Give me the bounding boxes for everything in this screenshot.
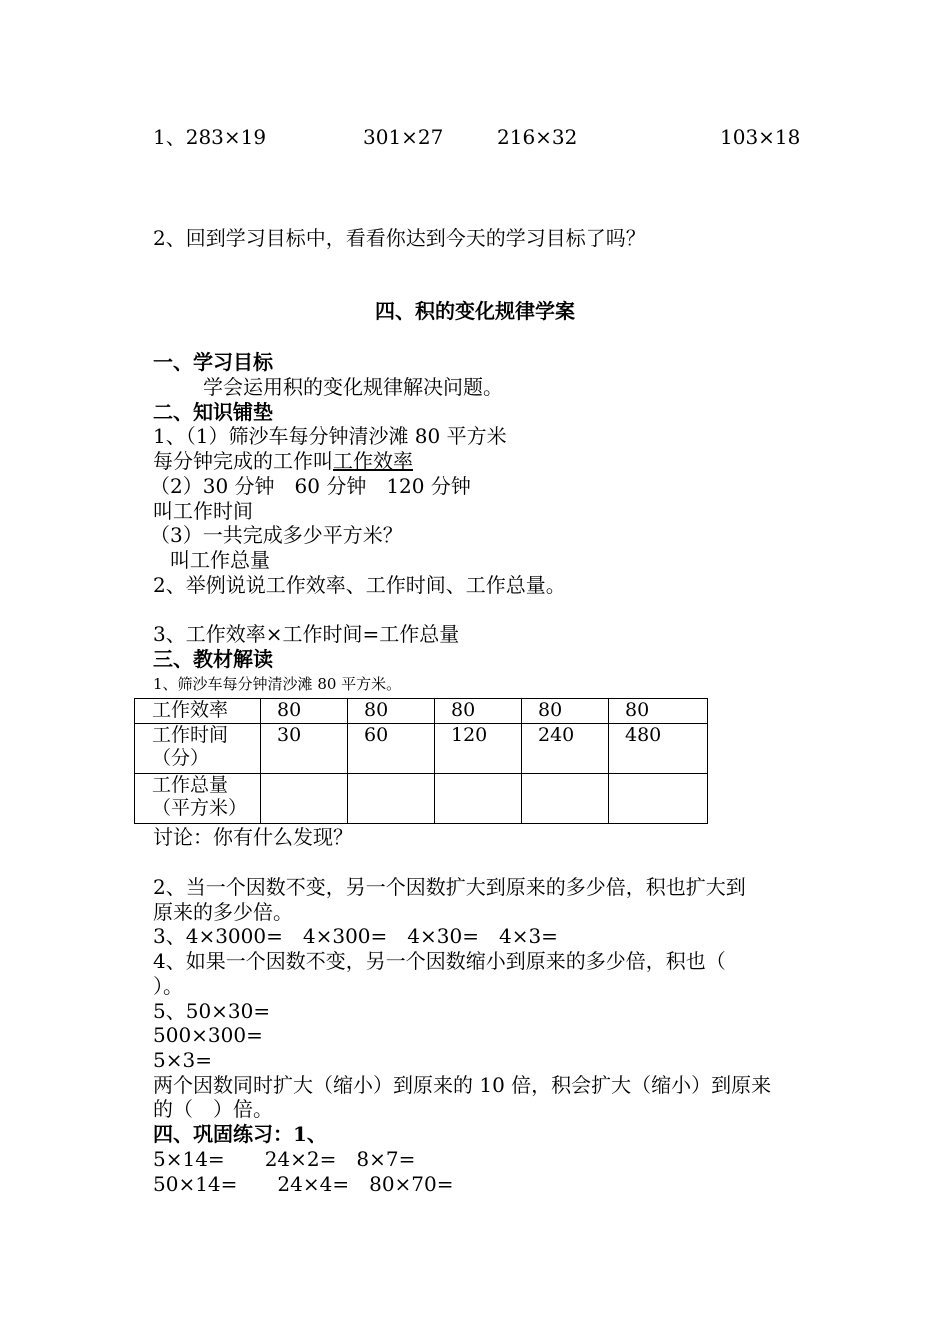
prep-line-1: 1、（1）筛沙车每分钟清沙滩 80 平方米 [153, 424, 507, 448]
page-title: 四、积的变化规律学案 [375, 299, 575, 323]
rule-6-line-2: 的（ ）倍。 [153, 1097, 273, 1121]
table-cell: 80 [522, 699, 609, 724]
row-header-line-2: （分） [152, 747, 210, 769]
section-heading-practice: 四、巩固练习：1、 [153, 1122, 327, 1146]
exercise-4: 103×18 [720, 125, 801, 149]
table-row [135, 724, 708, 774]
discussion-prompt: 讨论：你有什么发现？ [153, 825, 353, 849]
exercise-5-line-3: 5×3= [153, 1048, 212, 1072]
review-question: 2、回到学习目标中，看看你达到今天的学习目标了吗？ [153, 226, 646, 250]
table-cell: 240 [522, 724, 609, 774]
row-header-line-1: 工作总量 [152, 774, 229, 796]
table-cell: 80 [435, 699, 522, 724]
prep-line-7: 2、举例说说工作效率、工作时间、工作总量。 [153, 573, 566, 597]
row-header [135, 774, 261, 824]
prep-line-5: （3）一共完成多少平方米？ [150, 523, 403, 547]
rule-6-line-1: 两个因数同时扩大（缩小）到原来的 10 倍，积会扩大（缩小）到原来 [153, 1073, 772, 1097]
table-row [135, 774, 708, 824]
table-cell: 60 [348, 724, 435, 774]
rule-2-line-1: 2、当一个因数不变，另一个因数扩大到原来的多少倍，积也扩大到 [153, 875, 746, 899]
section-heading-prep: 二、知识铺垫 [153, 400, 273, 424]
practice-row-1: 5×14= 24×2= 8×7= [153, 1147, 416, 1171]
table-cell: 120 [435, 724, 522, 774]
table-cell: 80 [261, 699, 348, 724]
row-header [135, 724, 261, 774]
exercise-3: 216×32 [497, 125, 578, 149]
table-cell [261, 774, 348, 824]
exercise-1: 1、283×19 [153, 125, 267, 149]
table-cell: 80 [609, 699, 708, 724]
section-heading-textbook: 三、教材解读 [153, 647, 273, 671]
table-cell [435, 774, 522, 824]
row-header: 工作效率 [135, 699, 261, 724]
exercise-5-line-1: 5、50×30= [153, 999, 271, 1023]
table-cell [522, 774, 609, 824]
prep-underlined-term: 工作效率 [333, 449, 413, 473]
table-cell: 30 [261, 724, 348, 774]
row-header-line-1: 工作时间 [152, 724, 229, 746]
row-header-line-2: （平方米） [152, 797, 248, 819]
prep-line-3: （2）30 分钟 60 分钟 120 分钟 [150, 474, 471, 498]
table-cell: 480 [609, 724, 708, 774]
rule-4-line-2: ）。 [153, 974, 183, 998]
rule-2-line-2: 原来的多少倍。 [153, 900, 293, 924]
table-cell [348, 774, 435, 824]
goal-text: 学会运用积的变化规律解决问题。 [203, 375, 503, 399]
prep-line-8: 3、工作效率×工作时间=工作总量 [153, 622, 460, 646]
prep-line-4: 叫工作时间 [153, 499, 253, 523]
exercise-3-line: 3、4×3000= 4×300= 4×30= 4×3= [153, 924, 558, 948]
table-caption: 1、筛沙车每分钟清沙滩 80 平方米。 [153, 675, 402, 693]
practice-row-2: 50×14= 24×4= 80×70= [153, 1172, 454, 1196]
prep-line-2-text: 每分钟完成的工作叫 [153, 449, 333, 473]
table-row [135, 699, 708, 724]
exercise-2: 301×27 [363, 125, 444, 149]
table-cell: 80 [348, 699, 435, 724]
work-table [134, 698, 708, 824]
prep-line-2 [153, 449, 413, 473]
section-heading-goals: 一、学习目标 [153, 350, 273, 374]
exercise-5-line-2: 500×300= [153, 1023, 263, 1047]
rule-4-line-1: 4、如果一个因数不变，另一个因数缩小到原来的多少倍，积也（ [153, 949, 726, 973]
table-cell [609, 774, 708, 824]
prep-line-6: 叫工作总量 [170, 548, 270, 572]
